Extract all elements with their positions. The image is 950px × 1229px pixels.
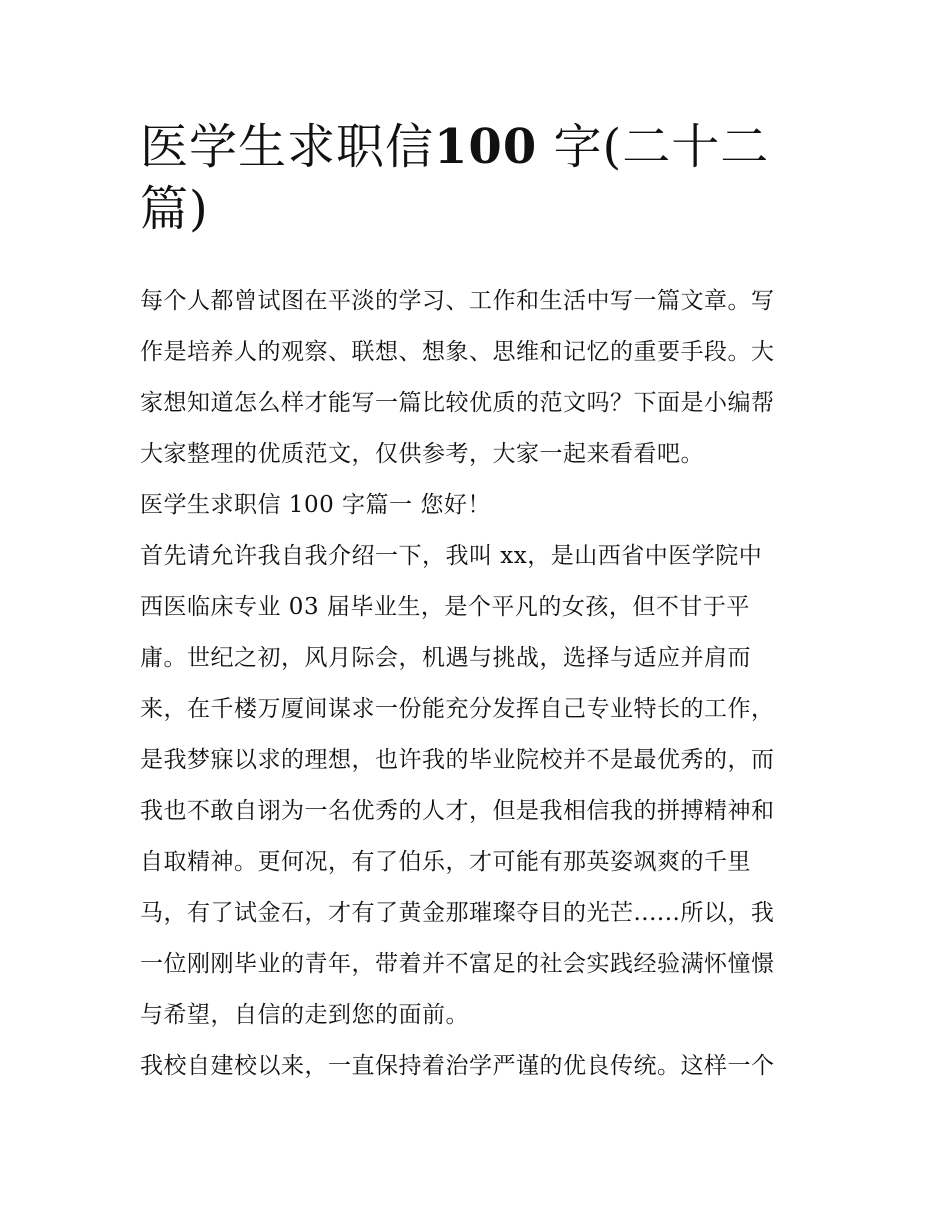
body-line: 每个人都曾试图在平淡的学习、工作和生活中写一篇文章。写: [140, 288, 775, 314]
body-line: 家想知道怎么样才能写一篇比较优质的范文吗？下面是小编帮: [140, 390, 775, 416]
body-line: 我校自建校以来，一直保持着治学严谨的优良传统。这样一个: [140, 1053, 775, 1079]
body-line: 庸。世纪之初，风月际会，机遇与挑战，选择与适应并肩而: [140, 645, 751, 671]
document-title: [140, 116, 820, 240]
body-line: 是我梦寐以求的理想，也许我的毕业院校并不是最优秀的，而: [140, 747, 775, 773]
body-line: 自取精神。更何况，有了伯乐，才可能有那英姿飒爽的千里: [140, 849, 751, 875]
body-line: 大家整理的优质范文，仅供参考，大家一起来看看吧。: [140, 441, 704, 467]
body-line: 我也不敢自诩为一名优秀的人才，但是我相信我的拼搏精神和: [140, 798, 775, 824]
title-number: 100: [434, 119, 538, 175]
body-line: 西医临床专业 03 届毕业生，是个平凡的女孩，但不甘于平: [140, 594, 750, 620]
document-body: [140, 282, 830, 1098]
body-line: 与希望，自信的走到您的面前。: [140, 1002, 469, 1028]
body-line: 首先请允许我自我介绍一下，我叫 xx，是山西省中医学院中: [140, 543, 763, 569]
body-line: 一位刚刚毕业的青年，带着并不富足的社会实践经验满怀憧憬: [140, 951, 775, 977]
body-line: 马，有了试金石，才有了黄金那璀璨夺目的光芒......所以，我: [140, 900, 775, 926]
section-heading-line: 医学生求职信 100 字篇一 您好！: [140, 492, 491, 518]
title-part-2: 字(二十二: [553, 119, 770, 175]
title-part-1: 医学生求职信: [140, 119, 435, 175]
title-part-3: 篇): [140, 181, 209, 237]
body-line: 作是培养人的观察、联想、想象、思维和记忆的重要手段。大: [140, 339, 775, 365]
body-line: 来，在千楼万厦间谋求一份能充分发挥自己专业特长的工作，: [140, 696, 775, 722]
